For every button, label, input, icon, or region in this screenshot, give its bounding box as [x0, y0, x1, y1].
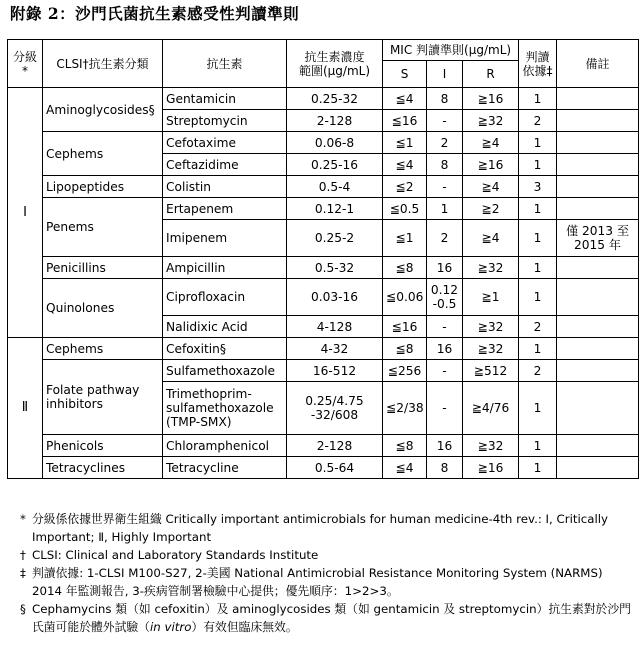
- range-cell: 0.03-16: [287, 279, 383, 316]
- level-one-cell: Ⅰ: [8, 88, 43, 338]
- mic-i-cell: 8: [427, 457, 463, 479]
- antibiotic-cell: Trimethoprim- sulfamethoxazole (TMP-SMX): [163, 382, 287, 435]
- range-cell: 0.25/4.75 -32/608: [287, 382, 383, 435]
- antibiotic-cell: Ampicillin: [163, 257, 287, 279]
- basis-cell: 1: [519, 338, 557, 360]
- antibiotic-cell: Cefotaxime: [163, 132, 287, 154]
- mic-r-cell: ≧4/76: [463, 382, 519, 435]
- basis-cell: 2: [519, 316, 557, 338]
- range-cell: 0.5-4: [287, 176, 383, 198]
- remark-cell: [557, 360, 639, 382]
- class-quinolones: Quinolones: [43, 279, 163, 338]
- antibiotic-cell: Imipenem: [163, 220, 287, 257]
- mic-s-cell: ≦4: [383, 154, 427, 176]
- mic-s-cell: ≦4: [383, 88, 427, 110]
- level-two-cell: Ⅱ: [8, 338, 43, 479]
- header-clsi-class: CLSI†抗生素分類: [43, 40, 163, 88]
- mic-s-cell: ≦2/38: [383, 382, 427, 435]
- table-row: [8, 198, 639, 220]
- class-tetracyclines: Tetracyclines: [43, 457, 163, 479]
- mic-i-cell: 2: [427, 132, 463, 154]
- antibiotic-cell: Chloramphenicol: [163, 435, 287, 457]
- mic-s-cell: ≦1: [383, 132, 427, 154]
- range-cell: 2-128: [287, 110, 383, 132]
- mic-i-cell: 16: [427, 435, 463, 457]
- range-cell: 0.5-32: [287, 257, 383, 279]
- class-aminoglycosides: Aminoglycosides§: [43, 88, 163, 132]
- footnote-text: 分級係依據世界衛生組織 Critically important antimicrobials for human medicine-4th rev.: Ⅰ, Critically Important; Ⅱ, Highly Important: [32, 512, 609, 544]
- antibiotic-cell: Ciprofloxacin: [163, 279, 287, 316]
- range-cell: 0.25-16: [287, 154, 383, 176]
- remark-cell: [557, 382, 639, 435]
- mic-r-cell: ≧32: [463, 316, 519, 338]
- class-lipopeptides: Lipopeptides: [43, 176, 163, 198]
- mic-r-cell: ≧512: [463, 360, 519, 382]
- remark-cell: [557, 435, 639, 457]
- table-row: [8, 435, 639, 457]
- class-cephems-2: Cephems: [43, 338, 163, 360]
- mic-i-cell: -: [427, 360, 463, 382]
- remark-cell: [557, 198, 639, 220]
- class-penicillins: Penicillins: [43, 257, 163, 279]
- susceptibility-table: [7, 39, 639, 479]
- footnote-clsi: [20, 546, 634, 564]
- table-row: [8, 176, 639, 198]
- mic-r-cell: ≧4: [463, 220, 519, 257]
- basis-cell: 2: [519, 110, 557, 132]
- header-mic: MIC 判讀準則(μg/mL): [383, 40, 519, 61]
- antibiotic-cell: Sulfamethoxazole: [163, 360, 287, 382]
- footnote-basis: [20, 564, 634, 600]
- mic-r-cell: ≧32: [463, 110, 519, 132]
- basis-cell: 1: [519, 435, 557, 457]
- range-cell: 2-128: [287, 435, 383, 457]
- footnote-marker: §: [20, 602, 26, 616]
- mic-s-cell: ≦1: [383, 220, 427, 257]
- mic-s-cell: ≦0.5: [383, 198, 427, 220]
- antibiotic-cell: Streptomycin: [163, 110, 287, 132]
- basis-cell: 1: [519, 220, 557, 257]
- class-cephems: Cephems: [43, 132, 163, 176]
- header-level: 分級*: [8, 40, 43, 88]
- mic-s-cell: ≦8: [383, 338, 427, 360]
- basis-cell: 1: [519, 198, 557, 220]
- range-cell: 0.25-2: [287, 220, 383, 257]
- footnote-marker: ‡: [20, 566, 26, 580]
- header-remark: 備註: [557, 40, 639, 88]
- table-row: [8, 132, 639, 154]
- mic-s-cell: ≦4: [383, 457, 427, 479]
- footnotes: [20, 510, 634, 636]
- header-concentration: 抗生素濃度 範圍(μg/mL): [287, 40, 383, 88]
- basis-cell: 1: [519, 257, 557, 279]
- mic-s-cell: ≦256: [383, 360, 427, 382]
- mic-s-cell: ≦2: [383, 176, 427, 198]
- mic-i-cell: 8: [427, 88, 463, 110]
- mic-i-cell: 0.12 -0.5: [427, 279, 463, 316]
- mic-r-cell: ≧1: [463, 279, 519, 316]
- remark-cell: [557, 457, 639, 479]
- remark-cell: [557, 338, 639, 360]
- header-basis: 判讀 依據‡: [519, 40, 557, 88]
- remark-cell: 僅 2013 至 2015 年: [557, 220, 639, 257]
- antibiotic-cell: Cefoxitin§: [163, 338, 287, 360]
- mic-r-cell: ≧16: [463, 88, 519, 110]
- class-phenicols: Phenicols: [43, 435, 163, 457]
- basis-cell: 1: [519, 88, 557, 110]
- mic-r-cell: ≧4: [463, 176, 519, 198]
- table-row: [8, 257, 639, 279]
- remark-cell: [557, 316, 639, 338]
- table-header-row: [8, 40, 639, 61]
- mic-r-cell: ≧16: [463, 457, 519, 479]
- remark-cell: [557, 132, 639, 154]
- remark-cell: [557, 279, 639, 316]
- basis-cell: 2: [519, 360, 557, 382]
- mic-r-cell: ≧32: [463, 338, 519, 360]
- mic-r-cell: ≧4: [463, 132, 519, 154]
- mic-i-cell: -: [427, 316, 463, 338]
- mic-i-cell: -: [427, 382, 463, 435]
- mic-r-cell: ≧2: [463, 198, 519, 220]
- range-cell: 4-128: [287, 316, 383, 338]
- footnote-text: CLSI: Clinical and Laboratory Standards Institute: [32, 548, 319, 562]
- range-cell: 16-512: [287, 360, 383, 382]
- footnote-text: 判讀依據: 1-CLSI M100-S27, 2-美國 National Antimicrobial Resistance Monitoring System (NARMS) 2014 年監測報告, 3-疾病管制署檢驗中心提供；優先順序：1>2>3。: [32, 566, 603, 598]
- footnote-in-vitro: [20, 600, 634, 636]
- mic-s-cell: ≦8: [383, 257, 427, 279]
- mic-i-cell: 1: [427, 198, 463, 220]
- document-title: 附錄 2：沙門氏菌抗生素感受性判讀準則: [10, 4, 300, 23]
- antibiotic-cell: Ertapenem: [163, 198, 287, 220]
- remark-cell: [557, 257, 639, 279]
- basis-cell: 1: [519, 154, 557, 176]
- range-cell: 0.25-32: [287, 88, 383, 110]
- footnote-level: [20, 510, 634, 546]
- table-row: [8, 457, 639, 479]
- footnote-marker: *: [20, 512, 26, 526]
- range-cell: 0.12-1: [287, 198, 383, 220]
- range-cell: 0.06-8: [287, 132, 383, 154]
- mic-i-cell: 16: [427, 338, 463, 360]
- header-r: R: [463, 61, 519, 88]
- range-cell: 0.5-64: [287, 457, 383, 479]
- basis-cell: 1: [519, 382, 557, 435]
- mic-i-cell: 2: [427, 220, 463, 257]
- mic-i-cell: -: [427, 176, 463, 198]
- mic-s-cell: ≦16: [383, 316, 427, 338]
- class-penems: Penems: [43, 198, 163, 257]
- range-cell: 4-32: [287, 338, 383, 360]
- antibiotic-cell: Colistin: [163, 176, 287, 198]
- mic-i-cell: 16: [427, 257, 463, 279]
- header-s: S: [383, 61, 427, 88]
- remark-cell: [557, 176, 639, 198]
- table-row: [8, 88, 639, 110]
- footnote-text: Cephamycins 類（如 cefoxitin）及 aminoglycosides 類（如 gentamicin 及 streptomycin）抗生素對於沙門氏菌可能於體外試驗（in vitro）有效但臨床無效。: [32, 602, 631, 634]
- basis-cell: 1: [519, 132, 557, 154]
- table-row: [8, 338, 639, 360]
- antibiotic-cell: Tetracycline: [163, 457, 287, 479]
- table-row: [8, 279, 639, 316]
- mic-s-cell: ≦0.06: [383, 279, 427, 316]
- mic-i-cell: -: [427, 110, 463, 132]
- antibiotic-cell: Nalidixic Acid: [163, 316, 287, 338]
- mic-r-cell: ≧32: [463, 257, 519, 279]
- footnote-marker: †: [20, 548, 26, 562]
- remark-cell: [557, 88, 639, 110]
- basis-cell: 3: [519, 176, 557, 198]
- table-row: [8, 360, 639, 382]
- mic-s-cell: ≦16: [383, 110, 427, 132]
- mic-r-cell: ≧32: [463, 435, 519, 457]
- header-antibiotic: 抗生素: [163, 40, 287, 88]
- mic-i-cell: 8: [427, 154, 463, 176]
- antibiotic-cell: Gentamicin: [163, 88, 287, 110]
- mic-s-cell: ≦8: [383, 435, 427, 457]
- remark-cell: [557, 110, 639, 132]
- antibiotic-cell: Ceftazidime: [163, 154, 287, 176]
- mic-r-cell: ≧16: [463, 154, 519, 176]
- basis-cell: 1: [519, 279, 557, 316]
- basis-cell: 1: [519, 457, 557, 479]
- class-folate-pathway: Folate pathway inhibitors: [43, 360, 163, 435]
- header-i: I: [427, 61, 463, 88]
- remark-cell: [557, 154, 639, 176]
